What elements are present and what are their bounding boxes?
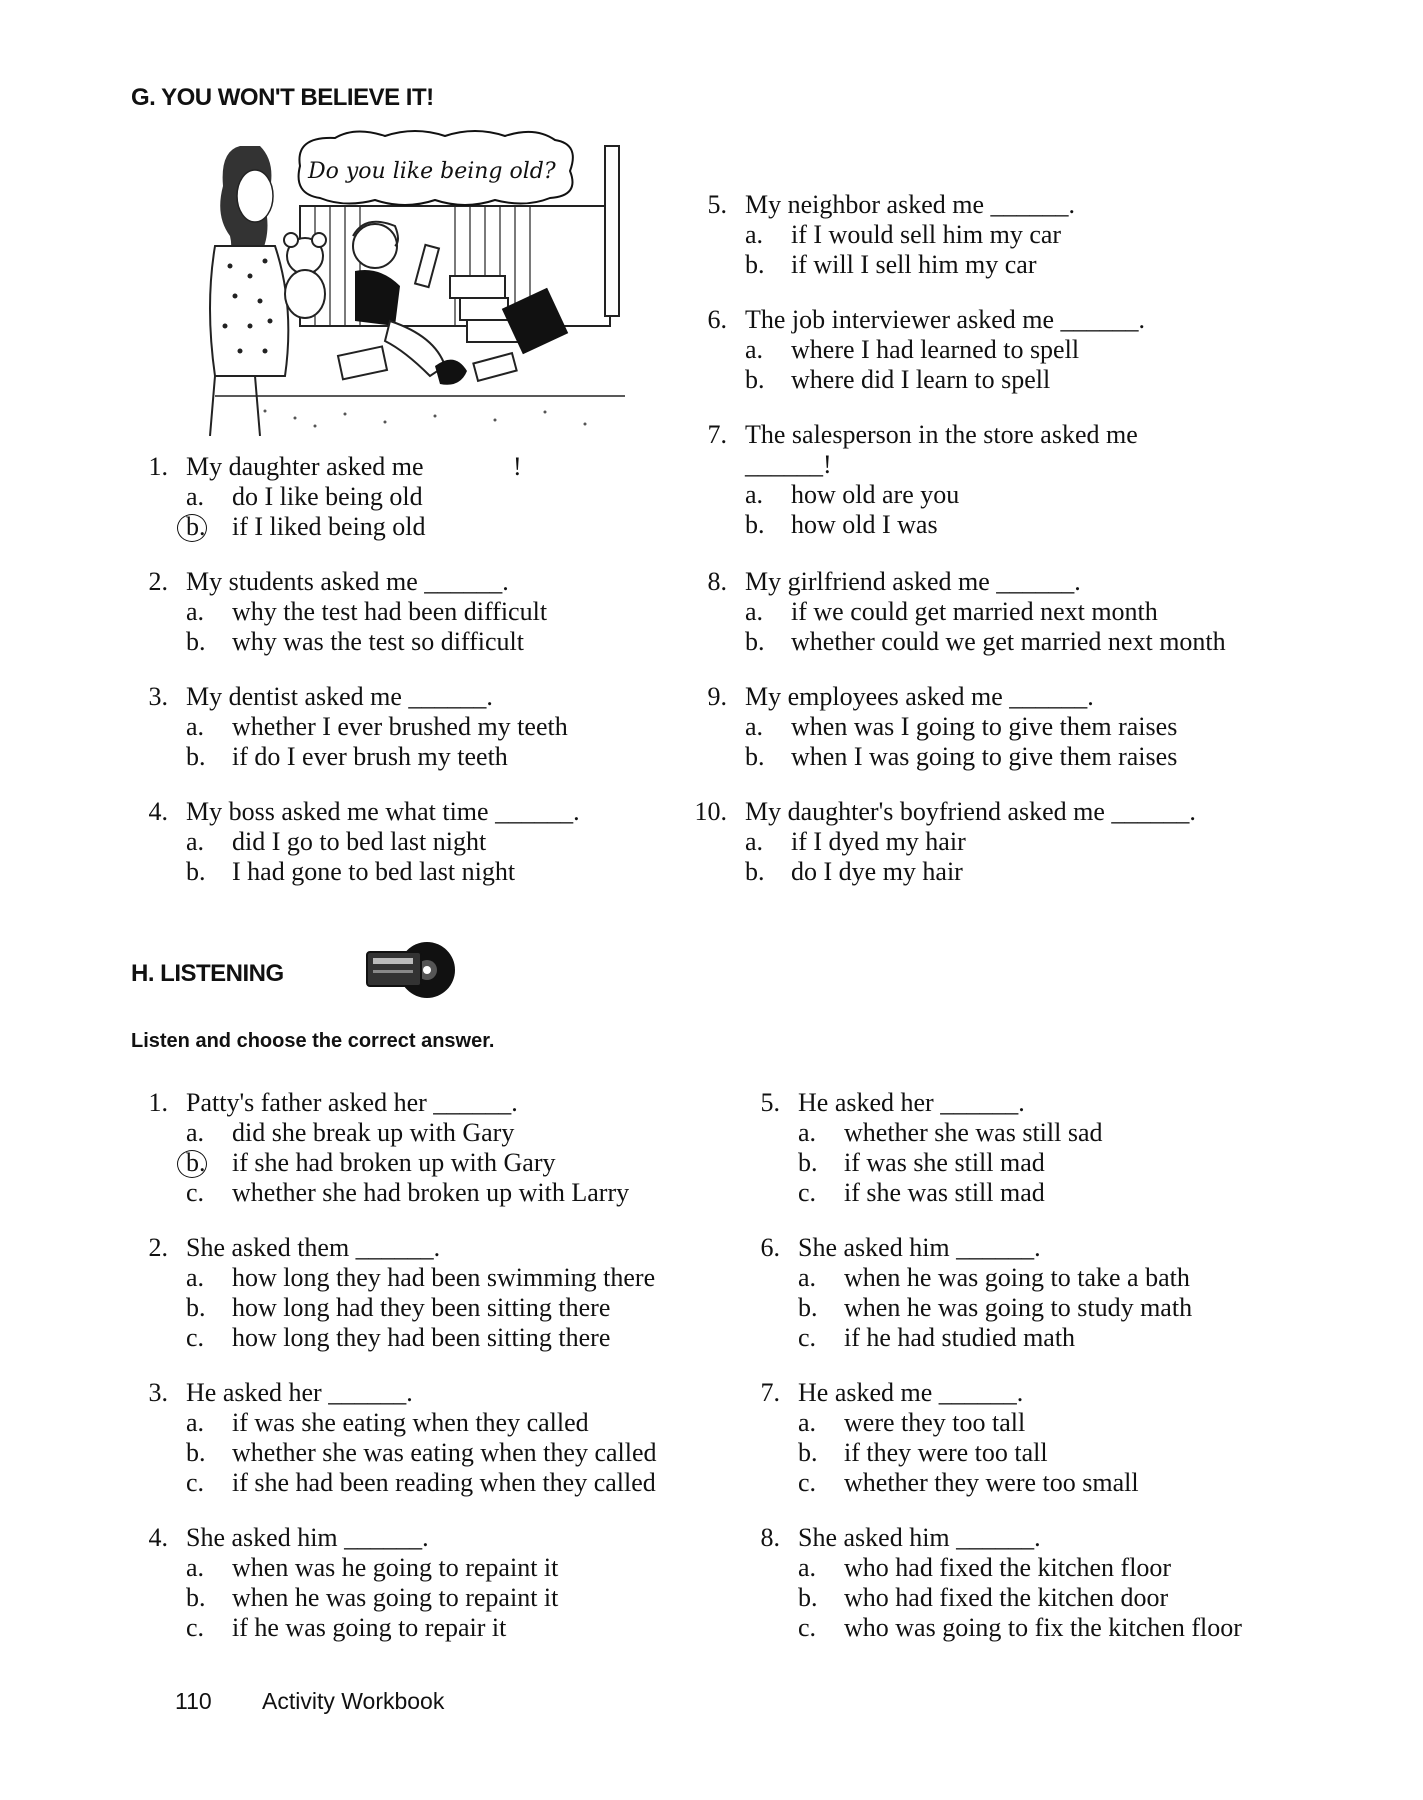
option-text: how long they had been sitting there	[232, 1323, 611, 1352]
answer-option[interactable]	[186, 1583, 558, 1613]
question-stem: Patty's father asked her ______.	[186, 1088, 518, 1117]
answer-option[interactable]	[186, 1293, 610, 1323]
question-number: 3.	[148, 1378, 168, 1407]
option-letter: a.	[186, 827, 205, 856]
answer-option[interactable]	[798, 1263, 1190, 1293]
option-letter: a.	[798, 1263, 817, 1292]
section-h-title: H. LISTENING	[131, 960, 284, 987]
option-letter: c.	[186, 1468, 205, 1497]
answer-option[interactable]	[745, 220, 1061, 250]
question-stem: He asked her ______.	[186, 1378, 413, 1407]
option-letter: c.	[798, 1468, 817, 1497]
option-letter: a.	[745, 335, 764, 364]
option-letter: c.	[798, 1323, 817, 1352]
option-text: if I liked being old	[232, 512, 426, 541]
option-letter: a.	[798, 1408, 817, 1437]
option-letter: b.	[745, 742, 765, 771]
answer-option[interactable]	[798, 1583, 1168, 1613]
question-stem: My girlfriend asked me ______.	[745, 567, 1081, 596]
answer-option[interactable]	[186, 597, 547, 627]
option-text: how old I was	[791, 510, 938, 539]
option-letter: c.	[798, 1178, 817, 1207]
answer-option[interactable]	[745, 510, 938, 540]
answer-option[interactable]	[186, 1118, 514, 1148]
option-text: were they too tall	[844, 1408, 1026, 1437]
option-letter: a.	[745, 827, 764, 856]
question-number: 5.	[760, 1088, 780, 1117]
option-text: if will I sell him my car	[791, 250, 1037, 279]
option-text: who had fixed the kitchen door	[844, 1583, 1169, 1612]
listening-instructions: Listen and choose the correct answer.	[131, 1030, 495, 1052]
option-text: why the test had been difficult	[232, 597, 548, 626]
option-text: if I dyed my hair	[791, 827, 966, 856]
question-number: 9.	[707, 682, 727, 711]
option-text: do I dye my hair	[791, 857, 963, 886]
question-number: 1.	[148, 452, 168, 481]
speech-bubble-text: Do you like being old?	[308, 159, 556, 184]
question-number: 4.	[148, 797, 168, 826]
answer-option[interactable]	[745, 857, 963, 887]
question-stem: She asked him ______.	[798, 1523, 1041, 1552]
option-letter: a.	[186, 1263, 205, 1292]
option-text: why was the test so difficult	[232, 627, 524, 656]
answer-option[interactable]	[186, 1408, 589, 1438]
answer-option[interactable]	[186, 1438, 657, 1468]
question-stem: My dentist asked me ______.	[186, 682, 493, 711]
option-text: if was she still mad	[844, 1148, 1045, 1177]
answer-option[interactable]	[745, 742, 1177, 772]
answer-option[interactable]	[186, 482, 423, 512]
question-number: 2.	[148, 1233, 168, 1262]
answer-option[interactable]	[798, 1178, 1045, 1208]
option-letter: b.	[745, 627, 765, 656]
answer-option[interactable]	[798, 1408, 1025, 1438]
question-number: 4.	[148, 1523, 168, 1552]
answer-option[interactable]	[798, 1438, 1048, 1468]
option-text: if she had been reading when they called	[232, 1468, 656, 1497]
answer-option[interactable]	[745, 250, 1037, 280]
question-stem: He asked her ______.	[798, 1088, 1025, 1117]
question-stem: My employees asked me ______.	[745, 682, 1094, 711]
option-letter: c.	[186, 1323, 205, 1352]
option-text: whether she was still sad	[844, 1118, 1103, 1147]
question-number: 1.	[148, 1088, 168, 1117]
answer-option[interactable]	[745, 827, 966, 857]
question-stem-continued: ______!	[745, 450, 832, 479]
question-stem: She asked him ______.	[798, 1233, 1041, 1262]
illustration-drawing	[205, 126, 635, 436]
question-stem: She asked them ______.	[186, 1233, 441, 1262]
option-letter: b.	[798, 1293, 818, 1322]
option-text: whether I ever brushed my teeth	[232, 712, 568, 741]
answer-option[interactable]	[798, 1148, 1045, 1178]
question-number: 10.	[694, 797, 727, 826]
question-number: 6.	[707, 305, 727, 334]
option-letter: b.	[745, 365, 765, 394]
answer-option[interactable]	[745, 597, 1158, 627]
answer-option[interactable]	[186, 827, 486, 857]
option-text: whether she was eating when they called	[232, 1438, 657, 1467]
option-letter: b.	[745, 250, 765, 279]
option-letter: a.	[186, 597, 205, 626]
option-text: if I would sell him my car	[791, 220, 1062, 249]
option-letter: a.	[186, 482, 205, 511]
book-title: Activity Workbook	[262, 1688, 445, 1714]
option-text: if we could get married next month	[791, 597, 1158, 626]
option-letter: b.	[186, 1438, 206, 1467]
answer-option[interactable]	[745, 365, 1050, 395]
option-text: if he had studied math	[844, 1323, 1076, 1352]
answer-option[interactable]	[745, 627, 1226, 657]
option-letter: c.	[186, 1178, 205, 1207]
answer-option[interactable]	[186, 712, 568, 742]
answer-option[interactable]	[798, 1468, 1139, 1498]
answer-option[interactable]	[186, 512, 426, 542]
page-number: 110	[175, 1688, 212, 1714]
option-letter: b.	[798, 1438, 818, 1467]
question-stem: The salesperson in the store asked me	[745, 420, 1138, 449]
option-text: whether could we get married next month	[791, 627, 1226, 656]
option-text: when was he going to repaint it	[232, 1553, 559, 1582]
option-letter-circled: b.	[186, 1148, 232, 1178]
question-number: 7.	[760, 1378, 780, 1407]
option-text: who had fixed the kitchen floor	[844, 1553, 1172, 1582]
option-letter: a.	[745, 597, 764, 626]
question-number: 6.	[760, 1233, 780, 1262]
question-stem: He asked me ______.	[798, 1378, 1024, 1407]
option-letter: a.	[186, 1118, 205, 1147]
option-text: did I go to bed last night	[232, 827, 487, 856]
option-letter: a.	[745, 480, 764, 509]
option-text: if she had broken up with Gary	[232, 1148, 556, 1177]
option-text: when he was going to study math	[844, 1293, 1193, 1322]
option-letter: b.	[186, 627, 206, 656]
option-text: whether they were too small	[844, 1468, 1139, 1497]
answer-option[interactable]	[798, 1613, 1242, 1643]
answer-option[interactable]	[186, 1263, 655, 1293]
question-number: 7.	[707, 420, 727, 449]
question-stem: My daughter asked me	[186, 452, 424, 481]
answer-option[interactable]	[186, 1178, 629, 1208]
option-letter: a.	[798, 1553, 817, 1582]
answer-option[interactable]	[798, 1293, 1192, 1323]
answer-option[interactable]	[186, 1323, 610, 1353]
option-text: if they were too tall	[844, 1438, 1048, 1467]
answer-option[interactable]	[745, 335, 1079, 365]
option-letter: c.	[798, 1613, 817, 1642]
answer-option[interactable]	[186, 1613, 506, 1643]
question-stem: My neighbor asked me ______.	[745, 190, 1076, 219]
option-letter: b.	[798, 1583, 818, 1612]
option-text: whether she had broken up with Larry	[232, 1178, 630, 1207]
option-letter: b.	[745, 857, 765, 886]
answer-option[interactable]	[186, 1468, 656, 1498]
option-text: where I had learned to spell	[791, 335, 1080, 364]
option-text: do I like being old	[232, 482, 423, 511]
answer-option[interactable]	[186, 857, 515, 887]
question-stem: My students asked me ______.	[186, 567, 509, 596]
question-stem: The job interviewer asked me ______.	[745, 305, 1145, 334]
option-letter: a.	[745, 712, 764, 741]
option-letter: b.	[798, 1148, 818, 1177]
answer-option[interactable]	[798, 1323, 1075, 1353]
option-letter: a.	[745, 220, 764, 249]
option-letter: b.	[186, 742, 206, 771]
option-letter: b.	[745, 510, 765, 539]
option-letter: b.	[186, 1293, 206, 1322]
illustration	[205, 126, 635, 436]
option-text: if she was still mad	[844, 1178, 1045, 1207]
option-text: who was going to fix the kitchen floor	[844, 1613, 1242, 1642]
option-letter: a.	[798, 1118, 817, 1147]
option-letter: a.	[186, 712, 205, 741]
option-text: how long had they been sitting there	[232, 1293, 611, 1322]
option-text: how old are you	[791, 480, 960, 509]
option-letter: a.	[186, 1553, 205, 1582]
option-letter: b.	[186, 1583, 206, 1612]
question-number: 2.	[148, 567, 168, 596]
option-text: how long they had been swimming there	[232, 1263, 656, 1292]
option-text: when I was going to give them raises	[791, 742, 1178, 771]
option-text: if was she eating when they called	[232, 1408, 589, 1437]
answer-option[interactable]	[745, 712, 1177, 742]
option-letter: b.	[186, 857, 206, 886]
option-letter-circled: b.	[186, 512, 232, 542]
answer-option[interactable]	[798, 1118, 1103, 1148]
option-letter: a.	[186, 1408, 205, 1437]
question-stem: My boss asked me what time ______.	[186, 797, 580, 826]
answer-option[interactable]	[186, 742, 508, 772]
section-g-title: G. YOU WON'T BELIEVE IT!	[131, 84, 434, 111]
question-stem: My daughter's boyfriend asked me ______.	[745, 797, 1196, 826]
option-text: when was I going to give them raises	[791, 712, 1178, 741]
question-blank: !	[513, 452, 522, 481]
answer-option[interactable]	[186, 627, 524, 657]
answer-option[interactable]	[186, 1148, 555, 1178]
answer-option[interactable]	[745, 480, 959, 510]
option-text: where did I learn to spell	[791, 365, 1051, 394]
question-number: 8.	[707, 567, 727, 596]
option-text: if do I ever brush my teeth	[232, 742, 508, 771]
option-text: did she break up with Gary	[232, 1118, 515, 1147]
question-stem: She asked him ______.	[186, 1523, 429, 1552]
option-text: if he was going to repair it	[232, 1613, 507, 1642]
answer-option[interactable]	[798, 1553, 1171, 1583]
cd-icon	[365, 940, 460, 1000]
option-text: when he was going to repaint it	[232, 1583, 559, 1612]
question-number: 3.	[148, 682, 168, 711]
option-letter: c.	[186, 1613, 205, 1642]
question-number: 5.	[707, 190, 727, 219]
option-text: I had gone to bed last night	[232, 857, 516, 886]
question-number: 8.	[760, 1523, 780, 1552]
answer-option[interactable]	[186, 1553, 558, 1583]
option-text: when he was going to take a bath	[844, 1263, 1190, 1292]
